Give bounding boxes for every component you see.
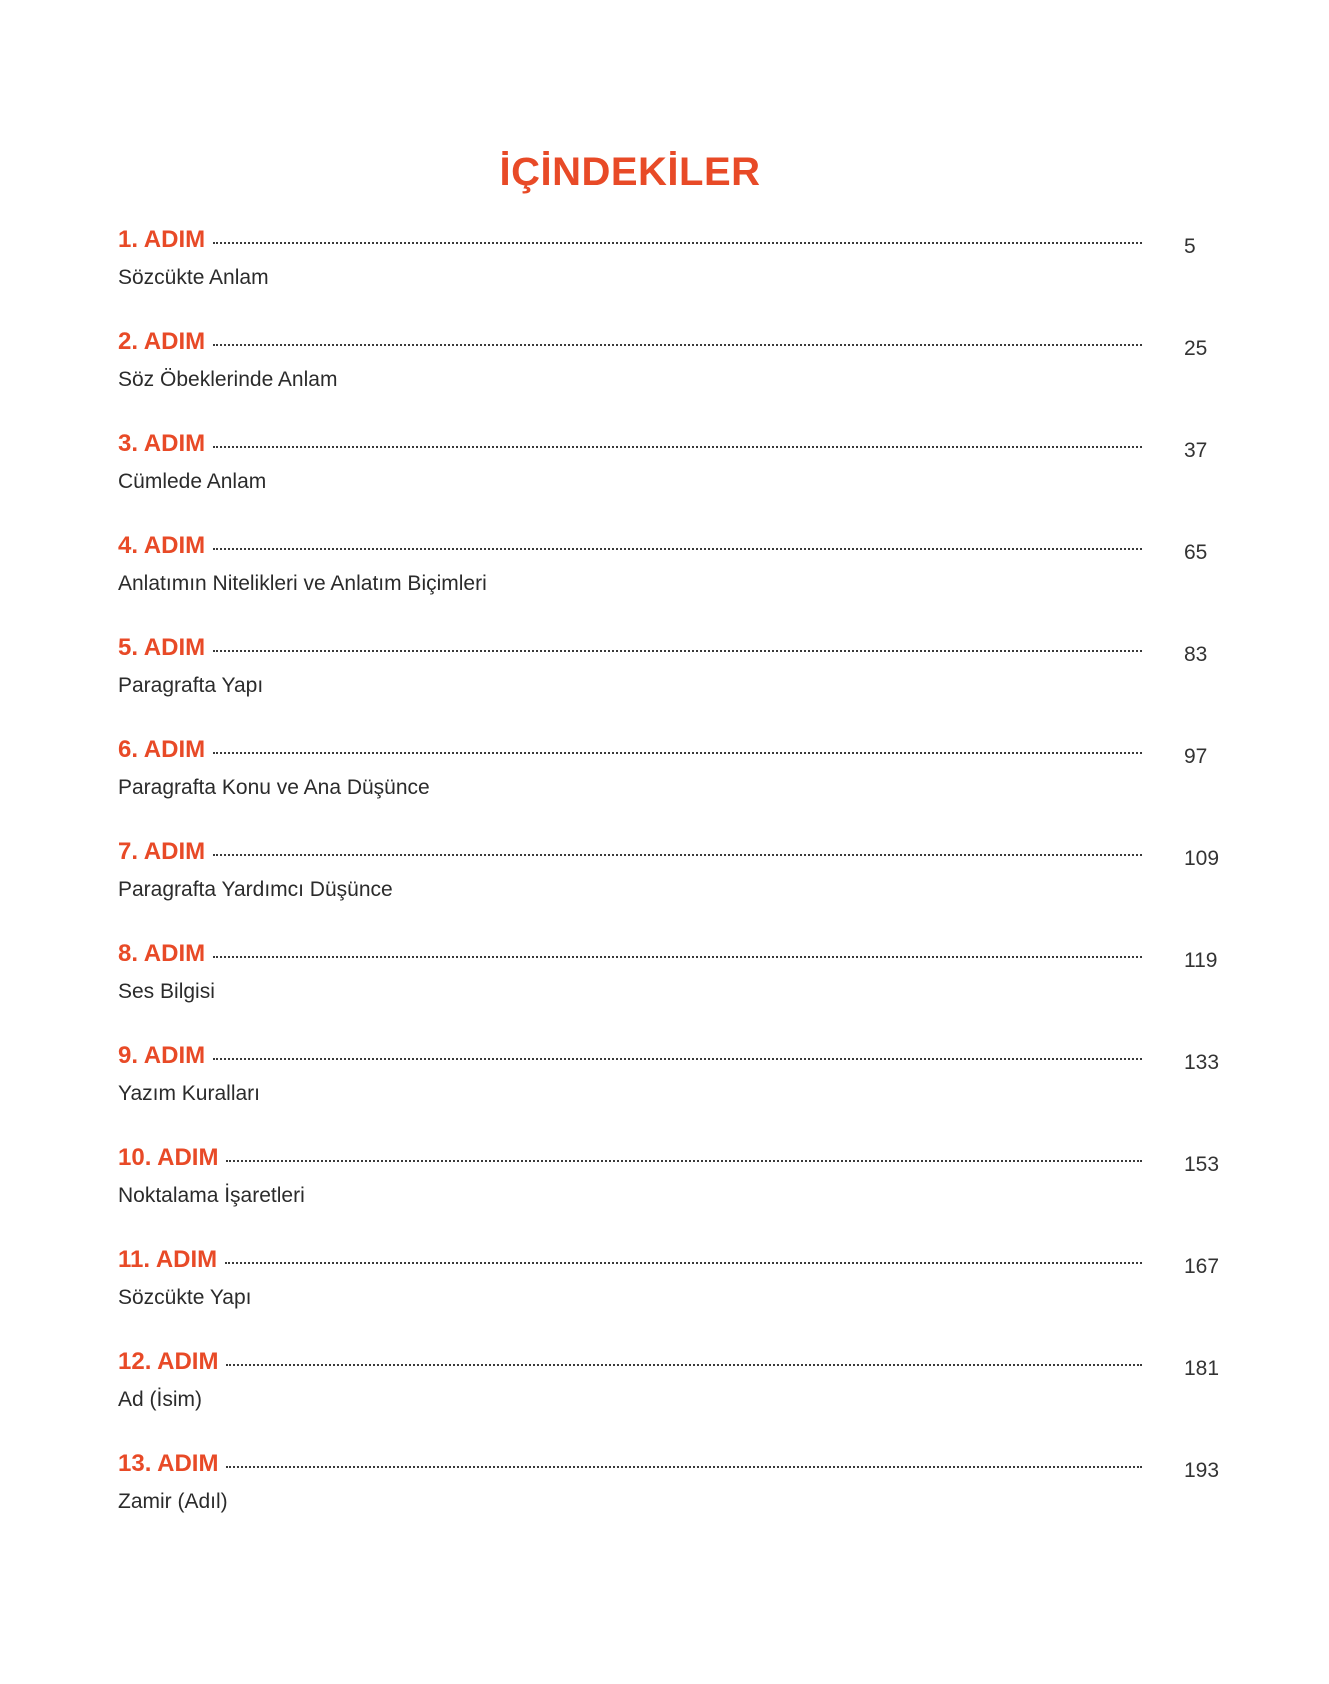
step-label: 4. ADIM bbox=[118, 532, 206, 559]
page-number: 109 bbox=[1184, 847, 1220, 870]
page-number: 83 bbox=[1184, 643, 1208, 666]
step-label: 11. ADIM bbox=[118, 1246, 218, 1273]
step-label: 2. ADIM bbox=[118, 328, 206, 355]
toc-entry[interactable] bbox=[118, 940, 1228, 1042]
section-title: Anlatımın Nitelikleri ve Anlatım Biçimleri bbox=[118, 572, 487, 595]
section-title: Paragrafta Yapı bbox=[118, 674, 264, 697]
dot-leader bbox=[213, 446, 1142, 448]
page-number: 153 bbox=[1184, 1153, 1220, 1176]
section-title: Ses Bilgisi bbox=[118, 980, 215, 1003]
toc-entry-heading bbox=[118, 226, 1228, 260]
dot-leader bbox=[213, 1058, 1142, 1060]
section-title: Sözcükte Anlam bbox=[118, 266, 269, 289]
dot-leader bbox=[225, 1262, 1142, 1264]
toc-entry[interactable] bbox=[118, 838, 1228, 940]
page-number: 5 bbox=[1184, 235, 1196, 258]
section-title: Paragrafta Yardımcı Düşünce bbox=[118, 878, 393, 901]
toc-entry-heading bbox=[118, 1450, 1228, 1484]
toc-entry-heading bbox=[118, 1144, 1228, 1178]
step-label: 1. ADIM bbox=[118, 226, 206, 253]
section-title: Paragrafta Konu ve Ana Düşünce bbox=[118, 776, 430, 799]
toc-entry[interactable] bbox=[118, 532, 1228, 634]
dot-leader bbox=[213, 242, 1142, 244]
dot-leader bbox=[213, 752, 1142, 754]
page-number: 25 bbox=[1184, 337, 1208, 360]
section-title: Söz Öbeklerinde Anlam bbox=[118, 368, 338, 391]
toc-entry-heading bbox=[118, 736, 1228, 770]
toc-entry-heading bbox=[118, 634, 1228, 668]
step-label: 9. ADIM bbox=[118, 1042, 206, 1069]
toc-entry[interactable] bbox=[118, 736, 1228, 838]
page-number: 133 bbox=[1184, 1051, 1220, 1074]
dot-leader bbox=[213, 548, 1142, 550]
page-number: 97 bbox=[1184, 745, 1208, 768]
page-title: İÇİNDEKİLER bbox=[499, 150, 761, 194]
step-label: 5. ADIM bbox=[118, 634, 206, 661]
table-of-contents bbox=[118, 226, 1228, 1552]
toc-entry-heading bbox=[118, 1348, 1228, 1382]
section-title: Cümlede Anlam bbox=[118, 470, 267, 493]
toc-entry-heading bbox=[118, 1246, 1228, 1280]
toc-entry-heading bbox=[118, 328, 1228, 362]
toc-entry-heading bbox=[118, 1042, 1228, 1076]
toc-entry[interactable] bbox=[118, 226, 1228, 328]
dot-leader bbox=[226, 1466, 1142, 1468]
step-label: 10. ADIM bbox=[118, 1144, 219, 1171]
dot-leader bbox=[213, 854, 1142, 856]
page-number: 37 bbox=[1184, 439, 1208, 462]
toc-entry[interactable] bbox=[118, 1144, 1228, 1246]
section-title: Noktalama İşaretleri bbox=[118, 1184, 305, 1207]
section-title: Ad (İsim) bbox=[118, 1388, 202, 1411]
toc-entry-heading bbox=[118, 838, 1228, 872]
toc-entry[interactable] bbox=[118, 1246, 1228, 1348]
toc-entry-heading bbox=[118, 940, 1228, 974]
step-label: 7. ADIM bbox=[118, 838, 206, 865]
page-number: 167 bbox=[1184, 1255, 1220, 1278]
dot-leader bbox=[213, 956, 1142, 958]
page-number: 119 bbox=[1184, 949, 1218, 972]
page-number: 65 bbox=[1184, 541, 1208, 564]
toc-entry[interactable] bbox=[118, 1450, 1228, 1552]
step-label: 8. ADIM bbox=[118, 940, 206, 967]
section-title: Yazım Kuralları bbox=[118, 1082, 260, 1105]
page-number: 181 bbox=[1184, 1357, 1220, 1380]
step-label: 13. ADIM bbox=[118, 1450, 219, 1477]
step-label: 6. ADIM bbox=[118, 736, 206, 763]
toc-entry[interactable] bbox=[118, 1042, 1228, 1144]
step-label: 3. ADIM bbox=[118, 430, 206, 457]
toc-entry-heading bbox=[118, 532, 1228, 566]
toc-entry[interactable] bbox=[118, 430, 1228, 532]
dot-leader bbox=[213, 344, 1142, 346]
page-number: 193 bbox=[1184, 1459, 1220, 1482]
section-title: Sözcükte Yapı bbox=[118, 1286, 252, 1309]
toc-entry[interactable] bbox=[118, 328, 1228, 430]
toc-entry[interactable] bbox=[118, 634, 1228, 736]
toc-entry-heading bbox=[118, 430, 1228, 464]
step-label: 12. ADIM bbox=[118, 1348, 219, 1375]
section-title: Zamir (Adıl) bbox=[118, 1490, 228, 1513]
dot-leader bbox=[226, 1364, 1142, 1366]
dot-leader bbox=[213, 650, 1142, 652]
dot-leader bbox=[226, 1160, 1142, 1162]
toc-entry[interactable] bbox=[118, 1348, 1228, 1450]
